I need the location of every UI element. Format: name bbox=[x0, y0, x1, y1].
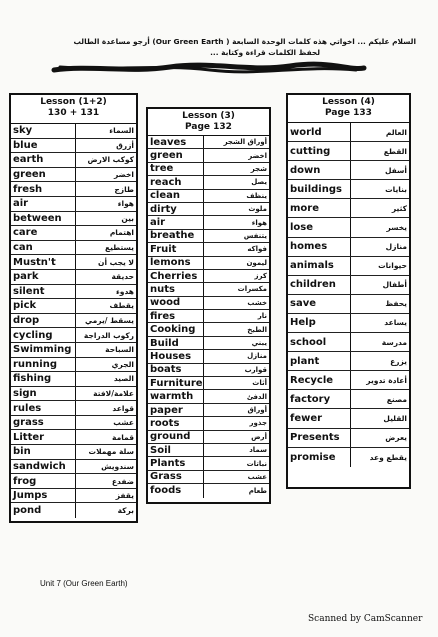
arabic-translation: اهتمام bbox=[75, 226, 136, 240]
arabic-translation: اخضر bbox=[75, 168, 136, 182]
arabic-translation: طازج bbox=[75, 182, 136, 196]
word-row bbox=[148, 257, 269, 270]
arabic-translation: أزرق bbox=[75, 139, 136, 153]
arabic-translation: خشب bbox=[203, 297, 269, 309]
column-subtitle: Page 133 bbox=[325, 108, 372, 118]
arabic-translation: يقفز bbox=[75, 489, 136, 503]
arabic-translation: نباتات bbox=[203, 457, 269, 469]
word-row bbox=[288, 409, 409, 428]
unit-label: Unit 7 (Our Green Earth) bbox=[40, 579, 128, 588]
english-word: Grass bbox=[150, 471, 182, 483]
english-word: silent bbox=[13, 285, 45, 297]
english-word: air bbox=[150, 217, 166, 229]
scribble-mark bbox=[50, 61, 368, 75]
word-row bbox=[11, 212, 136, 227]
column-header bbox=[288, 95, 409, 123]
english-word: earth bbox=[13, 154, 44, 166]
english-word: Cherries bbox=[150, 270, 198, 282]
english-word: fresh bbox=[13, 183, 43, 195]
english-word: factory bbox=[290, 393, 331, 405]
arabic-translation: حيوانات bbox=[350, 257, 409, 275]
english-word: Swimming bbox=[13, 344, 72, 356]
arabic-translation: يعرض bbox=[350, 429, 409, 447]
word-row bbox=[148, 390, 269, 403]
english-word: buildings bbox=[290, 183, 342, 195]
english-word: Jumps bbox=[13, 490, 48, 502]
arabic-translation: اخضر bbox=[203, 149, 269, 161]
word-row bbox=[148, 337, 269, 350]
arabic-translation: القليل bbox=[350, 409, 409, 427]
arabic-translation: الطبخ bbox=[203, 323, 269, 335]
word-row bbox=[148, 283, 269, 296]
english-word: Litter bbox=[13, 431, 45, 443]
arabic-translation: بين bbox=[75, 212, 136, 226]
arabic-translation: مصنع bbox=[350, 390, 409, 408]
word-row bbox=[11, 503, 136, 518]
english-word: care bbox=[13, 227, 38, 239]
word-row bbox=[11, 387, 136, 402]
arabic-translation: ضفدع bbox=[75, 474, 136, 488]
english-word: fires bbox=[150, 310, 176, 322]
word-row bbox=[11, 182, 136, 197]
word-row bbox=[288, 142, 409, 161]
word-row bbox=[11, 343, 136, 358]
arabic-translation: ينظف bbox=[203, 190, 269, 202]
arabic-translation: كثير bbox=[350, 199, 409, 217]
arabic-translation: مكسرات bbox=[203, 283, 269, 295]
arabic-translation: يستطيع bbox=[75, 241, 136, 255]
arabic-translation: سماد bbox=[203, 444, 269, 456]
english-word: tree bbox=[150, 163, 174, 175]
arabic-translation: يصل bbox=[203, 176, 269, 188]
arabic-translation: كرز bbox=[203, 270, 269, 282]
english-word: blue bbox=[13, 139, 38, 151]
arabic-translation: ليمون bbox=[203, 257, 269, 269]
english-word: leaves bbox=[150, 136, 187, 148]
english-word: bin bbox=[13, 446, 31, 458]
arabic-translation: القطع bbox=[350, 142, 409, 160]
arabic-translation: يخسر bbox=[350, 218, 409, 236]
english-word: clean bbox=[150, 190, 181, 202]
english-word: school bbox=[290, 336, 327, 348]
word-row bbox=[148, 444, 269, 457]
word-row bbox=[11, 226, 136, 241]
english-word: Build bbox=[150, 337, 179, 349]
english-word: fishing bbox=[13, 373, 52, 385]
arabic-translation: قوارب bbox=[203, 364, 269, 376]
arabic-translation: يساعد bbox=[350, 314, 409, 332]
arabic-translation: بركة bbox=[75, 503, 136, 518]
arabic-translation: أوراق الشجر bbox=[203, 136, 269, 148]
word-row bbox=[148, 270, 269, 283]
english-word: Furniture bbox=[150, 377, 203, 389]
word-row bbox=[288, 352, 409, 371]
arabic-translation: لا يجب أن bbox=[75, 255, 136, 269]
column-header bbox=[11, 95, 136, 124]
word-row bbox=[148, 149, 269, 162]
arabic-translation: قمامة bbox=[75, 430, 136, 444]
english-word: park bbox=[13, 271, 39, 283]
word-row bbox=[148, 323, 269, 336]
word-row bbox=[11, 372, 136, 387]
english-word: pond bbox=[13, 505, 42, 517]
column-title: Lesson (1+2) bbox=[40, 97, 107, 107]
vocab-column-lesson-3 bbox=[146, 107, 271, 504]
word-row bbox=[11, 270, 136, 285]
english-word: Mustn't bbox=[13, 256, 56, 268]
word-row bbox=[148, 404, 269, 417]
english-word: Recycle bbox=[290, 374, 334, 386]
english-word: Fruit bbox=[150, 243, 177, 255]
english-word: sign bbox=[13, 387, 37, 399]
word-row bbox=[288, 257, 409, 276]
arabic-translation: ملوث bbox=[203, 203, 269, 215]
arabic-translation: بنايات bbox=[350, 180, 409, 198]
english-word: wood bbox=[150, 297, 181, 309]
word-row bbox=[148, 471, 269, 484]
english-word: running bbox=[13, 358, 57, 370]
english-word: nuts bbox=[150, 283, 175, 295]
arabic-translation: أسفل bbox=[350, 161, 409, 179]
word-row bbox=[11, 153, 136, 168]
word-row bbox=[288, 238, 409, 257]
arabic-translation: أعادة تدوير bbox=[350, 371, 409, 389]
english-word: between bbox=[13, 212, 62, 224]
word-row bbox=[288, 314, 409, 333]
arabic-translation: ركوب الدراجة bbox=[75, 328, 136, 342]
arabic-translation: السباحة bbox=[75, 343, 136, 357]
arabic-translation: منازل bbox=[203, 350, 269, 362]
word-row bbox=[11, 197, 136, 212]
word-row bbox=[288, 199, 409, 218]
word-row bbox=[148, 377, 269, 390]
english-word: air bbox=[13, 198, 29, 210]
english-word: cutting bbox=[290, 145, 331, 157]
scanner-stamp: Scanned by CamScanner bbox=[308, 614, 423, 624]
arabic-translation: سلة مهملات bbox=[75, 445, 136, 459]
word-row bbox=[148, 190, 269, 203]
arabic-translation: يقطع وعد bbox=[350, 448, 409, 467]
english-word: Help bbox=[290, 317, 316, 329]
word-row bbox=[11, 401, 136, 416]
arabic-translation: فواكه bbox=[203, 243, 269, 255]
english-word: promise bbox=[290, 451, 336, 463]
english-word: lose bbox=[290, 222, 314, 234]
english-word: world bbox=[290, 126, 322, 138]
arabic-translation: هواء bbox=[203, 216, 269, 228]
arabic-translation: أرض bbox=[203, 431, 269, 443]
arabic-translation: هواء bbox=[75, 197, 136, 211]
english-word: lemons bbox=[150, 257, 191, 269]
word-row bbox=[11, 445, 136, 460]
arabic-translation: يبني bbox=[203, 337, 269, 349]
english-word: fewer bbox=[290, 412, 323, 424]
word-row bbox=[288, 123, 409, 142]
english-word: children bbox=[290, 279, 336, 291]
english-word: down bbox=[290, 164, 321, 176]
arabic-translation: يتنفس bbox=[203, 230, 269, 242]
english-word: plant bbox=[290, 355, 320, 367]
word-row bbox=[148, 310, 269, 323]
header-line-2: لحفظ الكلمات قراءة وكتابة ... bbox=[210, 48, 320, 57]
arabic-translation: الصيد bbox=[75, 372, 136, 386]
arabic-translation: يزرع bbox=[350, 352, 409, 370]
english-word: cycling bbox=[13, 329, 53, 341]
arabic-translation: طعام bbox=[203, 484, 269, 497]
word-list bbox=[288, 123, 409, 467]
word-row bbox=[11, 168, 136, 183]
english-word: can bbox=[13, 242, 33, 254]
word-row bbox=[148, 243, 269, 256]
word-row bbox=[288, 161, 409, 180]
word-row bbox=[148, 417, 269, 430]
word-row bbox=[11, 489, 136, 504]
english-word: grass bbox=[13, 417, 44, 429]
word-row bbox=[148, 457, 269, 470]
english-word: Plants bbox=[150, 458, 186, 470]
word-row bbox=[288, 218, 409, 237]
english-word: green bbox=[150, 150, 183, 162]
arabic-translation: عشب bbox=[75, 416, 136, 430]
word-row bbox=[148, 297, 269, 310]
english-word: paper bbox=[150, 404, 183, 416]
word-row bbox=[11, 285, 136, 300]
word-row bbox=[288, 390, 409, 409]
header-line-1: السلام عليكم ... اخواتي هذه كلمات الوحدة السابعة ( Our Green Earth) أرجو مساعدة الطالب bbox=[73, 37, 416, 46]
english-word: homes bbox=[290, 241, 328, 253]
word-row bbox=[288, 276, 409, 295]
word-row bbox=[11, 358, 136, 373]
arabic-translation: الجري bbox=[75, 358, 136, 372]
arabic-translation: قواعد bbox=[75, 401, 136, 415]
word-row bbox=[11, 328, 136, 343]
word-list bbox=[11, 124, 136, 518]
arabic-translation: شجر bbox=[203, 163, 269, 175]
arabic-translation: حديقة bbox=[75, 270, 136, 284]
english-word: frog bbox=[13, 475, 37, 487]
english-word: rules bbox=[13, 402, 42, 414]
word-row bbox=[11, 460, 136, 475]
english-word: Houses bbox=[150, 350, 192, 362]
word-row bbox=[11, 416, 136, 431]
english-word: drop bbox=[13, 315, 40, 327]
word-row bbox=[148, 216, 269, 229]
arabic-translation: يسقط /يرمي bbox=[75, 314, 136, 328]
word-row bbox=[11, 255, 136, 270]
vocab-column-lesson-4 bbox=[286, 93, 411, 489]
word-row bbox=[148, 484, 269, 497]
arabic-translation: كوكب الارض bbox=[75, 153, 136, 167]
arabic-translation: هدوء bbox=[75, 285, 136, 299]
word-row bbox=[148, 350, 269, 363]
word-row bbox=[148, 176, 269, 189]
english-word: Cooking bbox=[150, 324, 196, 336]
english-word: roots bbox=[150, 417, 180, 429]
arabic-translation: العالم bbox=[350, 123, 409, 141]
word-row bbox=[288, 295, 409, 314]
arabic-translation: أثاث bbox=[203, 377, 269, 389]
word-row bbox=[11, 124, 136, 139]
word-row bbox=[11, 430, 136, 445]
word-row bbox=[288, 333, 409, 352]
word-row bbox=[11, 139, 136, 154]
english-word: sandwich bbox=[13, 460, 66, 472]
word-row bbox=[148, 163, 269, 176]
word-row bbox=[11, 241, 136, 256]
arabic-translation: علامة/لافتة bbox=[75, 387, 136, 401]
word-row bbox=[11, 314, 136, 329]
word-row bbox=[148, 136, 269, 149]
arabic-translation: يحفظ bbox=[350, 295, 409, 313]
english-word: boats bbox=[150, 364, 182, 376]
word-row bbox=[288, 429, 409, 448]
english-word: foods bbox=[150, 485, 182, 497]
english-word: breathe bbox=[150, 230, 195, 242]
english-word: ground bbox=[150, 431, 191, 443]
word-list bbox=[148, 136, 269, 498]
word-row bbox=[148, 230, 269, 243]
english-word: Soil bbox=[150, 444, 171, 456]
arabic-translation: منازل bbox=[350, 238, 409, 256]
english-word: more bbox=[290, 202, 320, 214]
arabic-translation: السماء bbox=[75, 124, 136, 138]
english-word: Presents bbox=[290, 432, 340, 444]
column-title: Lesson (3) bbox=[182, 111, 235, 121]
arabic-translation: أوراق bbox=[203, 404, 269, 416]
arabic-translation: نار bbox=[203, 310, 269, 322]
word-row bbox=[288, 180, 409, 199]
arabic-translation: يقطف bbox=[75, 299, 136, 313]
word-row bbox=[148, 364, 269, 377]
word-row bbox=[288, 448, 409, 467]
column-header bbox=[148, 109, 269, 136]
column-title: Lesson (4) bbox=[322, 97, 375, 107]
word-row bbox=[11, 474, 136, 489]
english-word: sky bbox=[13, 125, 33, 137]
arabic-translation: عشب bbox=[203, 471, 269, 483]
word-row bbox=[11, 299, 136, 314]
english-word: reach bbox=[150, 176, 182, 188]
english-word: pick bbox=[13, 300, 37, 312]
english-word: warmth bbox=[150, 391, 194, 403]
arabic-translation: سندويش bbox=[75, 460, 136, 474]
english-word: animals bbox=[290, 260, 334, 272]
english-word: dirty bbox=[150, 203, 177, 215]
arabic-translation: الدفئ bbox=[203, 390, 269, 402]
column-subtitle: Page 132 bbox=[185, 122, 232, 132]
english-word: green bbox=[13, 169, 46, 181]
vocab-column-lesson-1-2 bbox=[9, 93, 138, 523]
arabic-translation: أطفال bbox=[350, 276, 409, 294]
word-row bbox=[288, 371, 409, 390]
header-note bbox=[36, 36, 416, 58]
arabic-translation: جذور bbox=[203, 417, 269, 429]
word-row bbox=[148, 431, 269, 444]
word-row bbox=[148, 203, 269, 216]
column-subtitle: 130 + 131 bbox=[47, 108, 100, 118]
english-word: save bbox=[290, 298, 317, 310]
arabic-translation: مدرسة bbox=[350, 333, 409, 351]
